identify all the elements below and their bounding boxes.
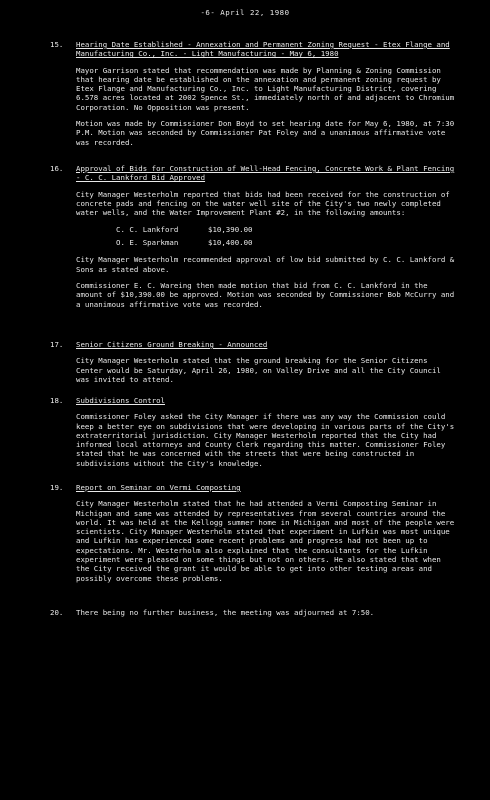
- bid-row: [116, 223, 458, 236]
- item-paragraph: Motion was made by Commissioner Don Boyd to set hearing date for May 6, 1980, at 7:30 P.M. Motion was seconded by Commissioner Pat Foley and a unanimous affirmative vote was recorded.: [76, 119, 455, 147]
- item-16: [50, 164, 458, 309]
- item-paragraph: City Manager Westerholm stated that he had attended a Vermi Composting Seminar in Michigan and same was attended by representatives from several countries around the world. It was held at the Kellogg summer home in Michigan and most of the people were scientists. City Manager Westerholm stated that experiment in Lufkin was most unique and Lufkin has experienced some recent problems and progress had not been up to expectations. Mr. Westerholm also explained that the consultants for the Lufkin experiment were pleased on some things but not on others. He also stated that when the City received the grant it would be able to get into other testing areas and possibly overcome these problems.: [76, 499, 455, 583]
- bidder-name: C. C. Lankford: [116, 225, 179, 235]
- item-title: Hearing Date Established - Annexation and Permanent Zoning Request - Etex Flange and Manufacturing Co., Inc. - Light Manufacturing - May 6, 1980: [76, 40, 450, 59]
- item-number: 15.: [50, 40, 64, 49]
- item-number: 16.: [50, 164, 64, 173]
- item-number: 18.: [50, 396, 64, 405]
- item-paragraph: Commissioner E. C. Wareing then made motion that bid from C. C. Lankford in the amount of $10,390.00 be approved. Motion was seconded by Commissioner Bob McCurry and a unanimous affirmative vote was recorded.: [76, 281, 455, 309]
- item-paragraph: City Manager Westerholm reported that bids had been received for the construction of concrete pads and fencing on the water well site of the City's two newly completed water wells, and the Water Improvement Plant #2, in the following amounts:: [76, 189, 450, 218]
- item-title: Approval of Bids for Construction of Well-Head Fencing, Concrete Work & Plant Fencing - C. C. Lankford Bid Approved: [76, 164, 455, 183]
- item-18: [50, 396, 458, 468]
- bid-amount: $10,390.00: [208, 225, 253, 235]
- bidder-name: O. E. Sparkman: [116, 238, 179, 248]
- item-title: Senior Citizens Ground Breaking - Announced: [76, 340, 268, 349]
- item-paragraph: City Manager Westerholm stated that the ground breaking for the Senior Citizens Center would be Saturday, April 26, 1980, on Valley Drive and all the City Council was invited to attend.: [76, 356, 441, 384]
- item-number: 17.: [50, 340, 64, 349]
- bid-row: [116, 236, 458, 249]
- item-19: [50, 483, 458, 583]
- item-20: [50, 608, 458, 617]
- page-header: -6- April 22, 1980: [200, 8, 290, 17]
- item-15: [50, 40, 458, 147]
- item-number: 19.: [50, 483, 64, 492]
- item-number: 20.: [50, 608, 64, 617]
- item-paragraph: There being no further business, the meeting was adjourned at 7:50.: [76, 608, 375, 617]
- item-title: Subdivisions Control: [76, 396, 165, 405]
- item-paragraph: Commissioner Foley asked the City Manager if there was any way the Commission could keep a better eye on subdivisions that were developing in various parts of the City's extraterritorial jurisdiction. City Manager Westerholm reported that the City had informed local attorneys and County Clerk regarding this matter. Commissioner Foley stated that he was concerned with the streets that were being constructed in subdivisions without the City's knowledge.: [76, 412, 455, 468]
- bid-amounts: [116, 223, 458, 249]
- item-paragraph: Mayor Garrison stated that recommendation was made by Planning & Zoning Commission that hearing date be established on the annexation and permanent zoning request by Etex Flange and Manufacturing Co., Inc. to Light Manufacturing District, covering 6.578 acres located at 2002 Spence St., immediately north of and adjacent to Chromium Corporation. No Opposition was present.: [76, 65, 455, 112]
- item-17: [50, 340, 458, 384]
- item-paragraph: City Manager Westerholm recommended approval of low bid submitted by C. C. Lankford & Sons as stated above.: [76, 255, 455, 274]
- bid-amount: $10,400.00: [208, 238, 253, 248]
- item-title: Report on Seminar on Vermi Composting: [76, 483, 241, 492]
